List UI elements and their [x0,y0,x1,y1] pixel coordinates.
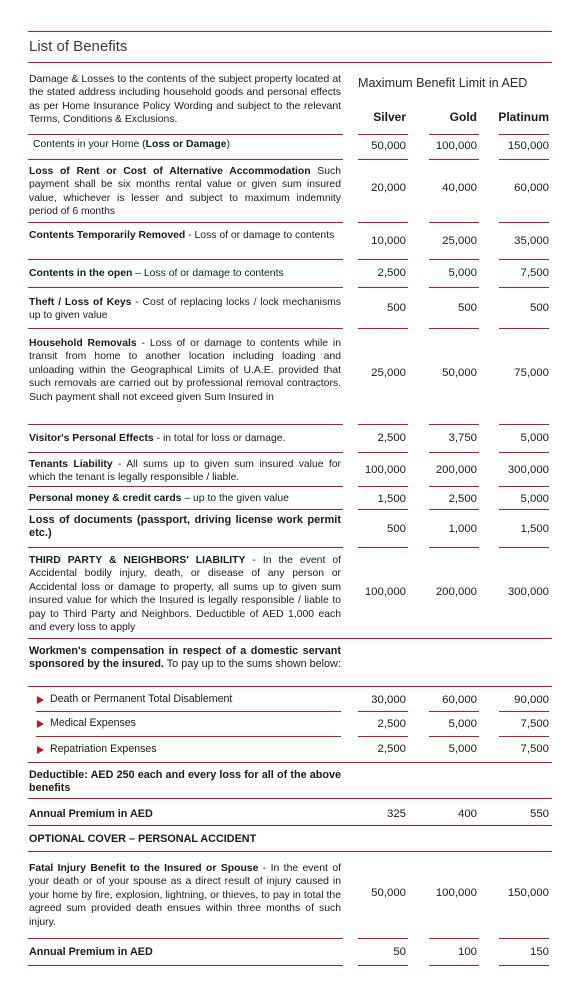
gold-value: 5,000 [448,743,477,755]
benefit-row: Visitor's Personal Effects - in total for loss or damage. [29,433,286,444]
gold-value: 100 [457,946,477,958]
gold-value: 100,000 [435,140,477,152]
gold-value: 200,000 [435,464,477,476]
gold-value: 2,500 [448,493,477,505]
silver-value: 500 [386,523,406,535]
platinum-value: 500 [529,302,549,314]
silver-value: 100,000 [364,464,406,476]
benefit-row: Loss of documents (passport, driving license work permit etc.) [29,514,341,540]
annual-premium-label: Annual Premium in AED [29,946,153,958]
column-header-silver: Silver [373,110,406,124]
benefit-row: THIRD PARTY & NEIGHBORS' LIABILITY - In the event of Accidental bodily injury, death, or disease of any person or Accidental loss or damage to property, all sums up to given sum insured value for which the Insured is legally responsible / liable to pay to Third Party and Neighbors. Deductible of AED 1,000 each and every loss to apply [29,555,341,634]
benefit-row: Contents in your Home (Loss or Damage) [33,139,230,150]
column-header-gold: Gold [449,110,477,124]
platinum-value: 7,500 [520,267,549,279]
divider [28,62,552,63]
gold-value: 25,000 [442,235,477,247]
platinum-value: 60,000 [514,182,549,194]
silver-value: 325 [386,808,406,820]
silver-value: 20,000 [371,182,406,194]
arrow-bullet-icon [37,720,44,728]
sub-benefit-label: Medical Expenses [50,717,136,729]
sub-benefit-label: Repatriation Expenses [50,743,157,755]
deductible-note: Deductible: AED 250 each and every loss for all of the above benefits [29,769,341,795]
silver-value: 50,000 [371,140,406,152]
silver-value: 2,500 [377,432,406,444]
column-header-platinum: Platinum [498,110,549,124]
gold-value: 3,750 [448,432,477,444]
platinum-value: 5,000 [520,493,549,505]
platinum-value: 7,500 [520,718,549,730]
benefit-row: Tenants Liability - All sums up to given sum insured value for which the tenant is legally responsible / liable. [29,459,341,484]
gold-value: 400 [457,808,477,820]
silver-value: 50 [393,946,406,958]
platinum-value: 550 [529,808,549,820]
silver-value: 10,000 [371,235,406,247]
benefit-row: Loss of Rent or Cost of Alternative Accommodation Such payment shall be six months rental value or given sum insured value, whichever is lesser and subject to maximum indemnity period of 6 months [29,166,341,218]
max-benefit-heading: Maximum Benefit Limit in AED [358,76,528,90]
benefit-row: Contents in the open – Loss of or damage to contents [29,268,284,279]
gold-value: 500 [457,302,477,314]
platinum-value: 300,000 [507,464,549,476]
platinum-value: 300,000 [507,586,549,598]
silver-value: 2,500 [377,267,406,279]
gold-value: 40,000 [442,182,477,194]
platinum-value: 35,000 [514,235,549,247]
sub-benefit-label: Death or Permanent Total Disablement [50,693,233,705]
benefit-row: Household Removals - Loss of or damage to contents while in transit from home to another location including loading and unloading within the Geographical Limits of U.A.E. provided that such removals are carried out by professional removal contractors. Such payment shall not exceed given Sum Insured in [29,338,341,403]
gold-value: 100,000 [435,887,477,899]
gold-value: 200,000 [435,586,477,598]
divider [28,31,552,32]
silver-value: 50,000 [371,887,406,899]
silver-value: 500 [386,302,406,314]
arrow-bullet-icon [37,696,44,704]
silver-value: 1,500 [377,493,406,505]
platinum-value: 150 [529,946,549,958]
page-title: List of Benefits [29,38,128,55]
silver-value: 30,000 [371,694,406,706]
gold-value: 60,000 [442,694,477,706]
gold-value: 5,000 [448,718,477,730]
benefit-row: Contents Temporarily Removed - Loss of or damage to contents [29,230,335,241]
arrow-bullet-icon [37,746,44,754]
workmen-compensation: Workmen's compensation in respect of a domestic servant sponsored by the insured. To pay up to the sums shown below: [29,645,341,671]
platinum-value: 90,000 [514,694,549,706]
benefit-row: Fatal Injury Benefit to the Insured or Spouse - In the event of your death or of your spouse as a direct result of injury caused in your home by fire, explosion, lightning, or thieves, to pay in total the agreed sum provided death ensues within three months of such injury. [29,863,342,928]
gold-value: 50,000 [442,367,477,379]
platinum-value: 1,500 [520,523,549,535]
platinum-value: 75,000 [514,367,549,379]
annual-premium-label: Annual Premium in AED [29,808,153,820]
platinum-value: 7,500 [520,743,549,755]
silver-value: 2,500 [377,718,406,730]
benefit-row: Theft / Loss of Keys - Cost of replacing locks / lock mechanisms up to given value [29,297,341,322]
gold-value: 5,000 [448,267,477,279]
optional-cover-heading: OPTIONAL COVER – PERSONAL ACCIDENT [29,833,257,845]
intro-text: Damage & Losses to the contents of the subject property located at the stated address including household goods and personal effects as per Home Insurance Policy Wording and subject to the relevant Terms, Conditions & Exclusions. [29,74,341,126]
gold-value: 1,000 [448,523,477,535]
platinum-value: 150,000 [507,887,549,899]
platinum-value: 150,000 [507,140,549,152]
silver-value: 25,000 [371,367,406,379]
platinum-value: 5,000 [520,432,549,444]
silver-value: 100,000 [364,586,406,598]
silver-value: 2,500 [377,743,406,755]
benefit-row: Personal money & credit cards – up to the given value [29,493,289,504]
